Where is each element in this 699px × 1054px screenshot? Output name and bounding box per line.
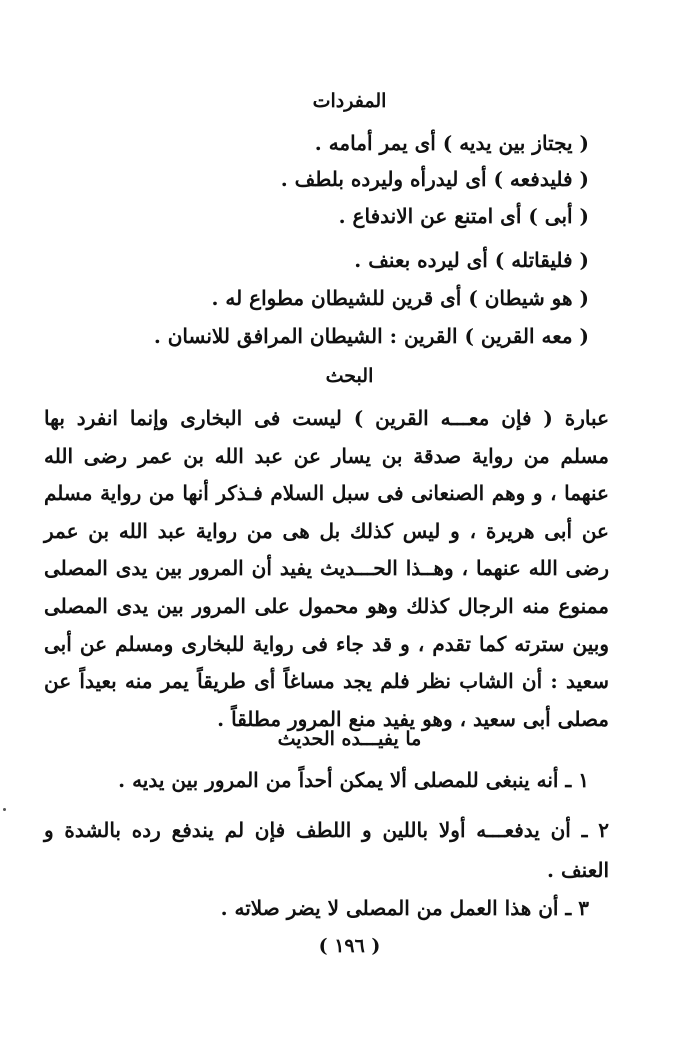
vocab-line-3: ( أبى ) أى امتنع عن الاندفاع .: [338, 204, 589, 228]
scan-speck: [3, 808, 6, 811]
benefits-heading: ما يفيـــده الحديث: [277, 728, 422, 750]
vocab-line-1: ( يجتاز بين يديه ) أى يمر أمامه .: [314, 131, 589, 155]
research-paragraph: عبارة ( فإن معـــه القرين ) ليست فى البخارى وإنما انفرد بها مسلم من رواية صدقة بن يسار عن عبد الله بن عمر رضى الله عنهما ، و وهم الصنعانى فى سبل السلام فـذكر أنها من رواية مسلم عن أبى هريرة ، و ليس كذلك بل هى من رواية عبد الله بن عمر رضى الله عنهما ، وهــذا الحـــديث يفيد أن المرور بين يدى المصلى ممنوع منه الرجال كذلك وهو محمول على المرور بين يدى المصلى وبين سترته كما تقدم ، و قد جاء فى رواية للبخارى ومسلم عن أبى سعيد : أن الشاب نظر فلم يجد مساغاً أى طريقاً يمر منه بعيداً عن مصلى أبى سعيد ، وهو يفيد منع المرور مطلقاً .: [44, 406, 609, 731]
vocab-line-4: ( فليقاتله ) أى ليرده بعنف .: [354, 248, 589, 272]
page-number: ( ١٩٦ ): [318, 935, 381, 957]
vocab-line-2: ( فليدفعه ) أى ليدرأه وليرده بلطف .: [280, 167, 589, 191]
vocab-line-6: ( معه القرين ) القرين : الشيطان المرافق للانسان .: [153, 324, 589, 348]
vocab-line-5: ( هو شيطان ) أى قرين للشيطان مطواع له .: [211, 286, 589, 310]
vocab-heading: المفردات: [312, 90, 387, 112]
research-heading: البحث: [325, 365, 374, 387]
benefit-item-2: ٢ ـ أن يدفعـــه أولا باللين و اللطف فإن لم يندفع رده بالشدة و العنف .: [44, 818, 609, 882]
benefit-item-1: ١ ـ أنه ينبغى للمصلى ألا يمكن أحداً من المرور بين يديه .: [118, 768, 589, 792]
benefit-item-3: ٣ ـ أن هذا العمل من المصلى لا يضر صلاته .: [220, 896, 589, 920]
